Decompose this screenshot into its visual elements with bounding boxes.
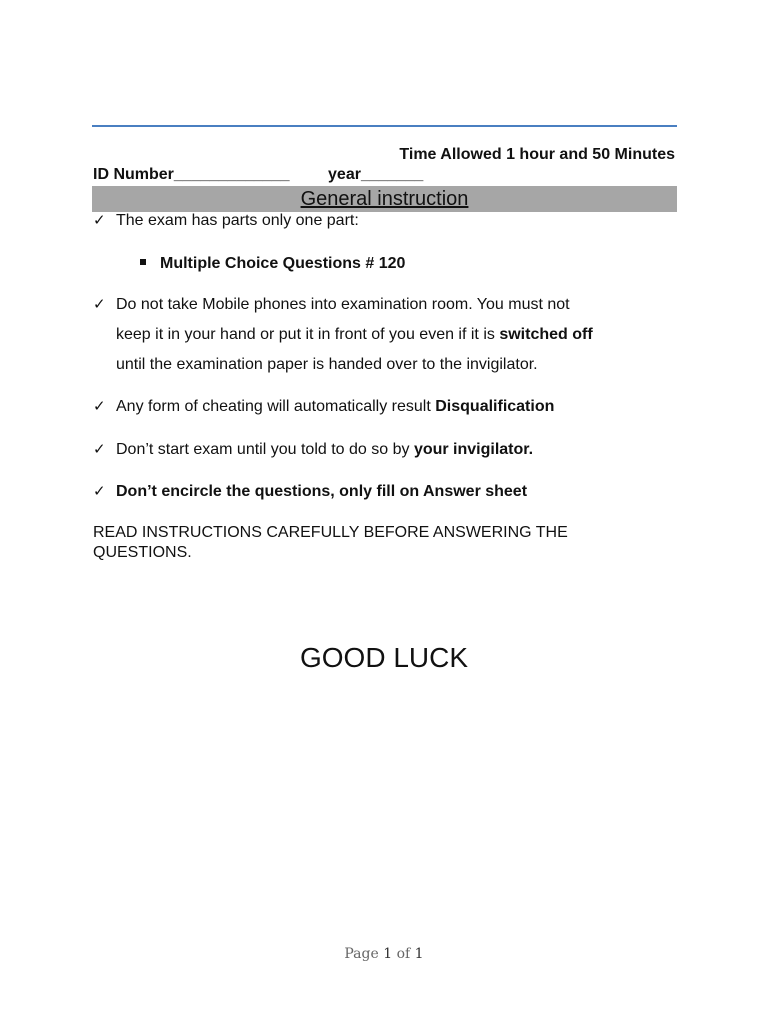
instruction-text (116, 392, 673, 422)
id-number-field: ID Number_____________ (93, 166, 290, 183)
page-number-footer (0, 946, 768, 962)
instruction-text-bold: your invigilator. (413, 441, 534, 458)
instruction-text-normal: Any form of cheating will automatically result (116, 398, 436, 415)
instruction-text-line-3: until the examination paper is handed over to the invigilator. (116, 356, 538, 373)
of-label: of (392, 946, 415, 962)
instruction-text-line-1: Do not take Mobile phones into examination room. You must not (116, 296, 570, 313)
instruction-text: The exam has parts only one part: (116, 212, 359, 229)
instruction-item-1 (93, 206, 673, 236)
check-icon: ✓ (93, 296, 106, 313)
check-icon: ✓ (93, 212, 106, 229)
instruction-item-4 (93, 435, 673, 465)
instruction-text-bold: Disqualification (435, 398, 555, 415)
instruction-item-5 (93, 477, 673, 507)
square-bullet-icon (140, 259, 146, 265)
time-allowed: Time Allowed 1 hour and 50 Minutes (399, 146, 675, 163)
instruction-item-2 (93, 290, 673, 380)
instruction-text-line-2 (116, 320, 673, 350)
page-label: Page (344, 946, 384, 962)
instruction-item-3 (93, 392, 673, 422)
check-icon: ✓ (93, 398, 106, 415)
header-rule (92, 125, 677, 127)
year-field: year_______ (328, 166, 424, 183)
instruction-text-bold: switched off (499, 326, 593, 343)
current-page-number: 1 (383, 946, 393, 962)
total-pages-number: 1 (414, 946, 424, 962)
id-line (93, 166, 423, 184)
read-instructions-note: READ INSTRUCTIONS CAREFULLY BEFORE ANSWERING THE QUESTIONS. (93, 524, 568, 561)
good-luck-text: GOOD LUCK (299, 642, 469, 673)
check-icon: ✓ (93, 483, 106, 500)
instruction-text (116, 435, 673, 465)
section-title: General instruction (300, 188, 469, 210)
instruction-text: Don’t encircle the questions, only fill on Answer sheet (116, 483, 528, 500)
instruction-text-normal: Don’t start exam until you told to do so by (116, 441, 414, 458)
instruction-sub-item (140, 252, 405, 276)
instruction-text-normal: keep it in your hand or put it in front of you even if it is (116, 326, 500, 343)
sub-item-text: Multiple Choice Questions # 120 (160, 255, 406, 272)
check-icon: ✓ (93, 441, 106, 458)
